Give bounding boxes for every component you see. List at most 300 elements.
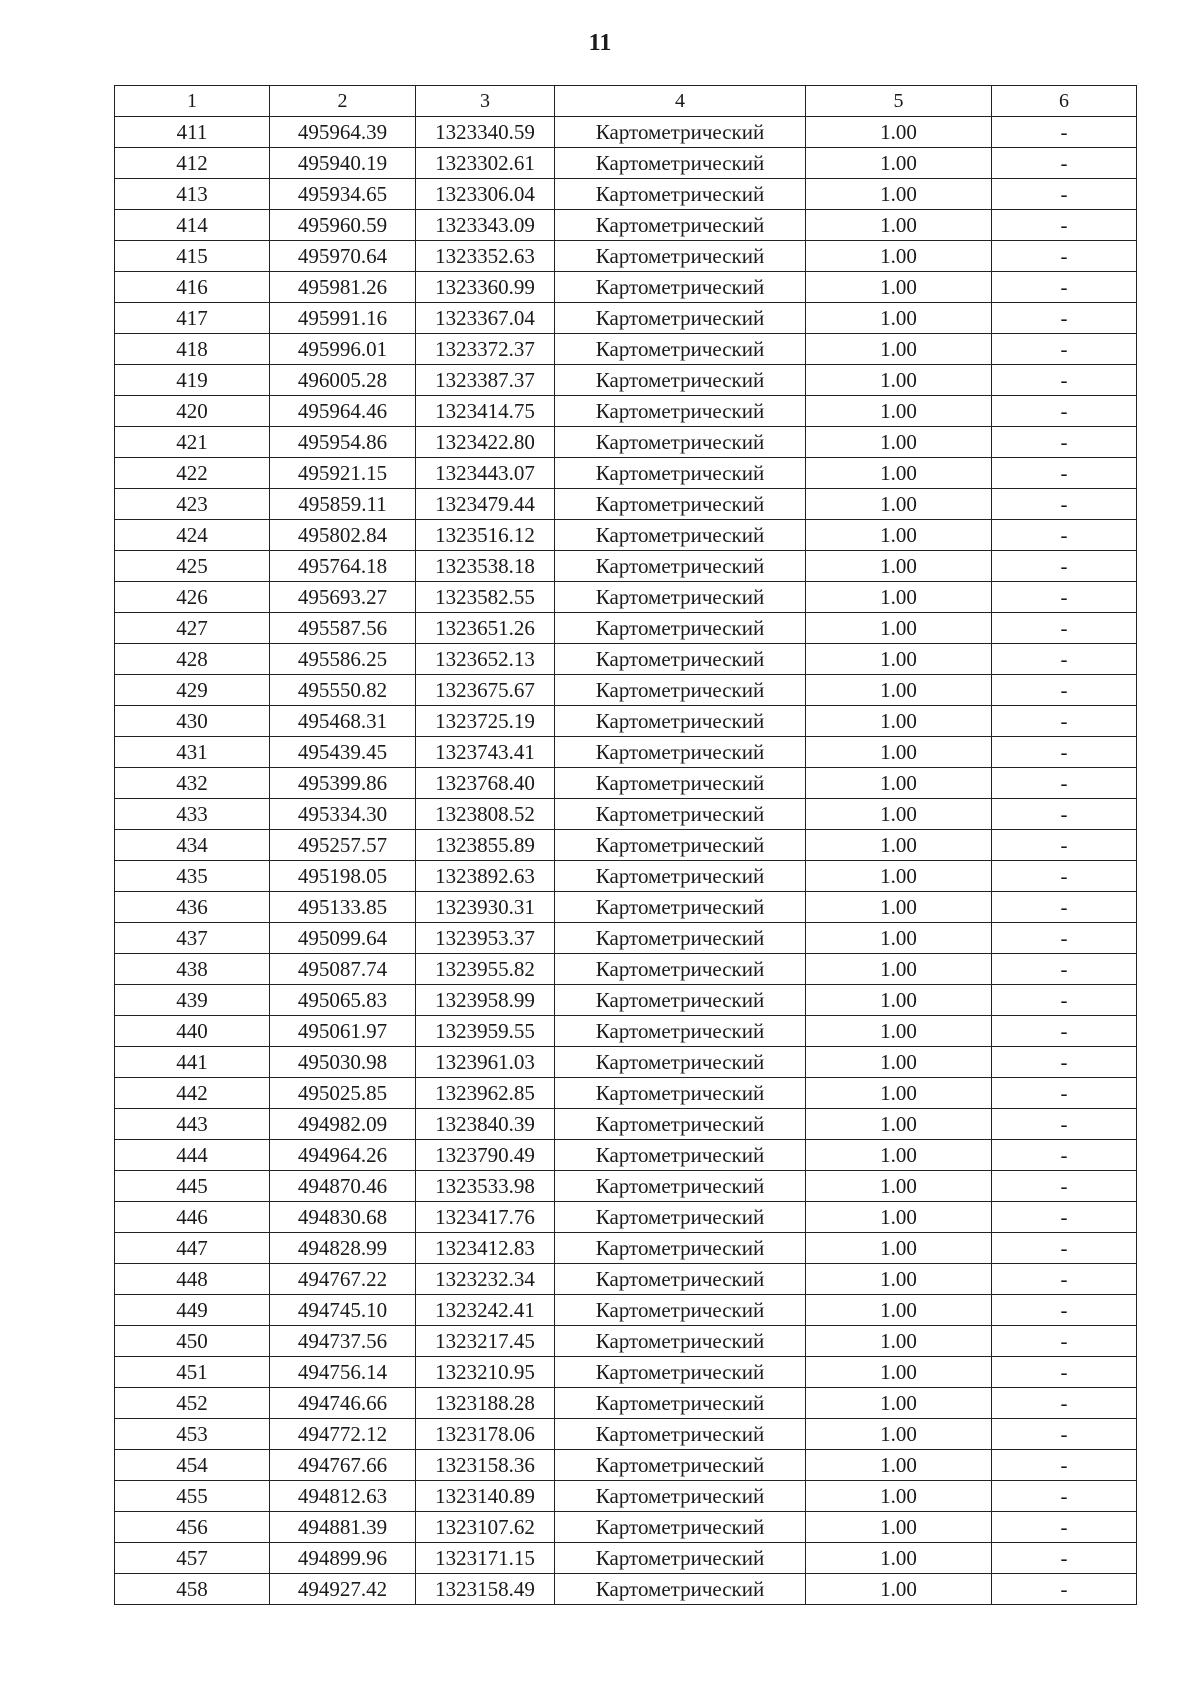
- y-coordinate-cell: 1323840.39: [416, 1109, 555, 1140]
- method-cell: Картометрический: [555, 675, 806, 706]
- point-number-cell: 425: [115, 551, 270, 582]
- table-row: [115, 365, 1137, 396]
- method-cell: Картометрический: [555, 737, 806, 768]
- note-cell: -: [992, 551, 1137, 582]
- table-body: [115, 117, 1137, 1605]
- note-cell: -: [992, 923, 1137, 954]
- table-row: [115, 551, 1137, 582]
- point-number-cell: 423: [115, 489, 270, 520]
- y-coordinate-cell: 1323158.36: [416, 1450, 555, 1481]
- method-cell: Картометрический: [555, 954, 806, 985]
- point-number-cell: 438: [115, 954, 270, 985]
- method-cell: Картометрический: [555, 272, 806, 303]
- y-coordinate-cell: 1323959.55: [416, 1016, 555, 1047]
- note-cell: -: [992, 613, 1137, 644]
- coordinates-table: [114, 85, 1137, 1605]
- accuracy-cell: 1.00: [806, 148, 992, 179]
- x-coordinate-cell: 495468.31: [270, 706, 416, 737]
- y-coordinate-cell: 1323582.55: [416, 582, 555, 613]
- point-number-cell: 414: [115, 210, 270, 241]
- accuracy-cell: 1.00: [806, 303, 992, 334]
- note-cell: -: [992, 1264, 1137, 1295]
- method-cell: Картометрический: [555, 1295, 806, 1326]
- y-coordinate-cell: 1323479.44: [416, 489, 555, 520]
- point-number-cell: 454: [115, 1450, 270, 1481]
- x-coordinate-cell: 495964.39: [270, 117, 416, 148]
- accuracy-cell: 1.00: [806, 799, 992, 830]
- x-coordinate-cell: 494964.26: [270, 1140, 416, 1171]
- point-number-cell: 424: [115, 520, 270, 551]
- method-cell: Картометрический: [555, 489, 806, 520]
- point-number-cell: 428: [115, 644, 270, 675]
- method-cell: Картометрический: [555, 1326, 806, 1357]
- table-row: [115, 427, 1137, 458]
- method-cell: Картометрический: [555, 582, 806, 613]
- page-number: 11: [588, 30, 612, 56]
- column-header: 2: [270, 86, 416, 117]
- note-cell: -: [992, 1512, 1137, 1543]
- x-coordinate-cell: 495802.84: [270, 520, 416, 551]
- method-cell: Картометрический: [555, 1481, 806, 1512]
- note-cell: -: [992, 1109, 1137, 1140]
- table-row: [115, 861, 1137, 892]
- note-cell: -: [992, 489, 1137, 520]
- x-coordinate-cell: 495061.97: [270, 1016, 416, 1047]
- note-cell: -: [992, 396, 1137, 427]
- point-number-cell: 443: [115, 1109, 270, 1140]
- x-coordinate-cell: 494737.56: [270, 1326, 416, 1357]
- point-number-cell: 416: [115, 272, 270, 303]
- y-coordinate-cell: 1323414.75: [416, 396, 555, 427]
- table-row: [115, 241, 1137, 272]
- note-cell: -: [992, 1419, 1137, 1450]
- accuracy-cell: 1.00: [806, 396, 992, 427]
- method-cell: Картометрический: [555, 210, 806, 241]
- method-cell: Картометрический: [555, 1357, 806, 1388]
- method-cell: Картометрический: [555, 861, 806, 892]
- accuracy-cell: 1.00: [806, 830, 992, 861]
- method-cell: Картометрический: [555, 551, 806, 582]
- note-cell: -: [992, 148, 1137, 179]
- note-cell: -: [992, 768, 1137, 799]
- x-coordinate-cell: 495970.64: [270, 241, 416, 272]
- table-row: [115, 985, 1137, 1016]
- note-cell: -: [992, 1543, 1137, 1574]
- x-coordinate-cell: 495921.15: [270, 458, 416, 489]
- table-row: [115, 799, 1137, 830]
- y-coordinate-cell: 1323158.49: [416, 1574, 555, 1605]
- accuracy-cell: 1.00: [806, 1109, 992, 1140]
- x-coordinate-cell: 495334.30: [270, 799, 416, 830]
- note-cell: -: [992, 1047, 1137, 1078]
- point-number-cell: 457: [115, 1543, 270, 1574]
- accuracy-cell: 1.00: [806, 458, 992, 489]
- table-row: [115, 768, 1137, 799]
- y-coordinate-cell: 1323140.89: [416, 1481, 555, 1512]
- x-coordinate-cell: 495198.05: [270, 861, 416, 892]
- note-cell: -: [992, 1202, 1137, 1233]
- column-header: 6: [992, 86, 1137, 117]
- table-row: [115, 1326, 1137, 1357]
- accuracy-cell: 1.00: [806, 985, 992, 1016]
- method-cell: Картометрический: [555, 365, 806, 396]
- y-coordinate-cell: 1323306.04: [416, 179, 555, 210]
- y-coordinate-cell: 1323242.41: [416, 1295, 555, 1326]
- method-cell: Картометрический: [555, 117, 806, 148]
- method-cell: Картометрический: [555, 396, 806, 427]
- accuracy-cell: 1.00: [806, 1016, 992, 1047]
- accuracy-cell: 1.00: [806, 520, 992, 551]
- y-coordinate-cell: 1323953.37: [416, 923, 555, 954]
- x-coordinate-cell: 496005.28: [270, 365, 416, 396]
- x-coordinate-cell: 495981.26: [270, 272, 416, 303]
- x-coordinate-cell: 494881.39: [270, 1512, 416, 1543]
- point-number-cell: 456: [115, 1512, 270, 1543]
- accuracy-cell: 1.00: [806, 954, 992, 985]
- table-header-row: [115, 86, 1137, 117]
- accuracy-cell: 1.00: [806, 768, 992, 799]
- note-cell: -: [992, 1388, 1137, 1419]
- column-header: 5: [806, 86, 992, 117]
- note-cell: -: [992, 241, 1137, 272]
- accuracy-cell: 1.00: [806, 923, 992, 954]
- y-coordinate-cell: 1323930.31: [416, 892, 555, 923]
- y-coordinate-cell: 1323178.06: [416, 1419, 555, 1450]
- x-coordinate-cell: 495099.64: [270, 923, 416, 954]
- method-cell: Картометрический: [555, 303, 806, 334]
- table-row: [115, 954, 1137, 985]
- note-cell: -: [992, 427, 1137, 458]
- y-coordinate-cell: 1323340.59: [416, 117, 555, 148]
- table-row: [115, 675, 1137, 706]
- method-cell: Картометрический: [555, 427, 806, 458]
- method-cell: Картометрический: [555, 923, 806, 954]
- x-coordinate-cell: 495065.83: [270, 985, 416, 1016]
- x-coordinate-cell: 494756.14: [270, 1357, 416, 1388]
- x-coordinate-cell: 494828.99: [270, 1233, 416, 1264]
- method-cell: Картометрический: [555, 1419, 806, 1450]
- point-number-cell: 434: [115, 830, 270, 861]
- method-cell: Картометрический: [555, 768, 806, 799]
- point-number-cell: 442: [115, 1078, 270, 1109]
- note-cell: -: [992, 1326, 1137, 1357]
- accuracy-cell: 1.00: [806, 1171, 992, 1202]
- point-number-cell: 451: [115, 1357, 270, 1388]
- accuracy-cell: 1.00: [806, 1233, 992, 1264]
- table-row: [115, 396, 1137, 427]
- x-coordinate-cell: 495030.98: [270, 1047, 416, 1078]
- method-cell: Картометрический: [555, 985, 806, 1016]
- point-number-cell: 412: [115, 148, 270, 179]
- x-coordinate-cell: 495940.19: [270, 148, 416, 179]
- table-row: [115, 706, 1137, 737]
- table-row: [115, 272, 1137, 303]
- y-coordinate-cell: 1323188.28: [416, 1388, 555, 1419]
- point-number-cell: 419: [115, 365, 270, 396]
- table-row: [115, 1388, 1137, 1419]
- x-coordinate-cell: 495550.82: [270, 675, 416, 706]
- accuracy-cell: 1.00: [806, 1264, 992, 1295]
- table-row: [115, 179, 1137, 210]
- method-cell: Картометрический: [555, 334, 806, 365]
- method-cell: Картометрический: [555, 1078, 806, 1109]
- x-coordinate-cell: 495991.16: [270, 303, 416, 334]
- accuracy-cell: 1.00: [806, 613, 992, 644]
- y-coordinate-cell: 1323422.80: [416, 427, 555, 458]
- x-coordinate-cell: 494870.46: [270, 1171, 416, 1202]
- note-cell: -: [992, 458, 1137, 489]
- note-cell: -: [992, 1574, 1137, 1605]
- method-cell: Картометрический: [555, 1140, 806, 1171]
- accuracy-cell: 1.00: [806, 675, 992, 706]
- x-coordinate-cell: 494927.42: [270, 1574, 416, 1605]
- x-coordinate-cell: 495087.74: [270, 954, 416, 985]
- table-row: [115, 1233, 1137, 1264]
- note-cell: -: [992, 272, 1137, 303]
- table-row: [115, 303, 1137, 334]
- table-row: [115, 458, 1137, 489]
- method-cell: Картометрический: [555, 148, 806, 179]
- method-cell: Картометрический: [555, 1202, 806, 1233]
- x-coordinate-cell: 494772.12: [270, 1419, 416, 1450]
- y-coordinate-cell: 1323417.76: [416, 1202, 555, 1233]
- y-coordinate-cell: 1323367.04: [416, 303, 555, 334]
- method-cell: Картометрический: [555, 1264, 806, 1295]
- method-cell: Картометрический: [555, 179, 806, 210]
- x-coordinate-cell: 494746.66: [270, 1388, 416, 1419]
- note-cell: -: [992, 954, 1137, 985]
- note-cell: -: [992, 1295, 1137, 1326]
- table-row: [115, 210, 1137, 241]
- note-cell: -: [992, 117, 1137, 148]
- note-cell: -: [992, 830, 1137, 861]
- accuracy-cell: 1.00: [806, 365, 992, 396]
- point-number-cell: 447: [115, 1233, 270, 1264]
- x-coordinate-cell: 495954.86: [270, 427, 416, 458]
- accuracy-cell: 1.00: [806, 1202, 992, 1233]
- accuracy-cell: 1.00: [806, 1574, 992, 1605]
- accuracy-cell: 1.00: [806, 1481, 992, 1512]
- accuracy-cell: 1.00: [806, 706, 992, 737]
- point-number-cell: 437: [115, 923, 270, 954]
- y-coordinate-cell: 1323387.37: [416, 365, 555, 396]
- method-cell: Картометрический: [555, 1543, 806, 1574]
- x-coordinate-cell: 495996.01: [270, 334, 416, 365]
- accuracy-cell: 1.00: [806, 117, 992, 148]
- y-coordinate-cell: 1323955.82: [416, 954, 555, 985]
- x-coordinate-cell: 494982.09: [270, 1109, 416, 1140]
- point-number-cell: 440: [115, 1016, 270, 1047]
- table-row: [115, 1574, 1137, 1605]
- x-coordinate-cell: 495399.86: [270, 768, 416, 799]
- table-row: [115, 1295, 1137, 1326]
- accuracy-cell: 1.00: [806, 1140, 992, 1171]
- method-cell: Картометрический: [555, 1233, 806, 1264]
- point-number-cell: 421: [115, 427, 270, 458]
- table-row: [115, 1450, 1137, 1481]
- method-cell: Картометрический: [555, 799, 806, 830]
- note-cell: -: [992, 1357, 1137, 1388]
- y-coordinate-cell: 1323725.19: [416, 706, 555, 737]
- table-row: [115, 1140, 1137, 1171]
- y-coordinate-cell: 1323962.85: [416, 1078, 555, 1109]
- note-cell: -: [992, 365, 1137, 396]
- method-cell: Картометрический: [555, 706, 806, 737]
- x-coordinate-cell: 495964.46: [270, 396, 416, 427]
- column-header: 4: [555, 86, 806, 117]
- point-number-cell: 420: [115, 396, 270, 427]
- table-row: [115, 892, 1137, 923]
- accuracy-cell: 1.00: [806, 861, 992, 892]
- accuracy-cell: 1.00: [806, 1357, 992, 1388]
- column-header: 3: [416, 86, 555, 117]
- method-cell: Картометрический: [555, 1016, 806, 1047]
- y-coordinate-cell: 1323217.45: [416, 1326, 555, 1357]
- y-coordinate-cell: 1323107.62: [416, 1512, 555, 1543]
- note-cell: -: [992, 303, 1137, 334]
- accuracy-cell: 1.00: [806, 241, 992, 272]
- note-cell: -: [992, 179, 1137, 210]
- x-coordinate-cell: 495133.85: [270, 892, 416, 923]
- point-number-cell: 450: [115, 1326, 270, 1357]
- point-number-cell: 448: [115, 1264, 270, 1295]
- y-coordinate-cell: 1323651.26: [416, 613, 555, 644]
- table-row: [115, 1264, 1137, 1295]
- y-coordinate-cell: 1323768.40: [416, 768, 555, 799]
- table-row: [115, 737, 1137, 768]
- accuracy-cell: 1.00: [806, 892, 992, 923]
- point-number-cell: 427: [115, 613, 270, 644]
- point-number-cell: 436: [115, 892, 270, 923]
- point-number-cell: 413: [115, 179, 270, 210]
- note-cell: -: [992, 1450, 1137, 1481]
- x-coordinate-cell: 495960.59: [270, 210, 416, 241]
- x-coordinate-cell: 495257.57: [270, 830, 416, 861]
- accuracy-cell: 1.00: [806, 1295, 992, 1326]
- point-number-cell: 453: [115, 1419, 270, 1450]
- note-cell: -: [992, 892, 1137, 923]
- note-cell: -: [992, 675, 1137, 706]
- table-row: [115, 148, 1137, 179]
- point-number-cell: 446: [115, 1202, 270, 1233]
- y-coordinate-cell: 1323443.07: [416, 458, 555, 489]
- y-coordinate-cell: 1323961.03: [416, 1047, 555, 1078]
- point-number-cell: 418: [115, 334, 270, 365]
- y-coordinate-cell: 1323855.89: [416, 830, 555, 861]
- point-number-cell: 411: [115, 117, 270, 148]
- accuracy-cell: 1.00: [806, 1512, 992, 1543]
- y-coordinate-cell: 1323652.13: [416, 644, 555, 675]
- x-coordinate-cell: 494812.63: [270, 1481, 416, 1512]
- x-coordinate-cell: 495587.56: [270, 613, 416, 644]
- point-number-cell: 422: [115, 458, 270, 489]
- note-cell: -: [992, 1078, 1137, 1109]
- x-coordinate-cell: 494830.68: [270, 1202, 416, 1233]
- accuracy-cell: 1.00: [806, 179, 992, 210]
- note-cell: -: [992, 861, 1137, 892]
- y-coordinate-cell: 1323533.98: [416, 1171, 555, 1202]
- point-number-cell: 426: [115, 582, 270, 613]
- x-coordinate-cell: 495586.25: [270, 644, 416, 675]
- point-number-cell: 449: [115, 1295, 270, 1326]
- method-cell: Картометрический: [555, 1450, 806, 1481]
- note-cell: -: [992, 210, 1137, 241]
- x-coordinate-cell: 495439.45: [270, 737, 416, 768]
- method-cell: Картометрический: [555, 644, 806, 675]
- accuracy-cell: 1.00: [806, 334, 992, 365]
- x-coordinate-cell: 495934.65: [270, 179, 416, 210]
- y-coordinate-cell: 1323232.34: [416, 1264, 555, 1295]
- accuracy-cell: 1.00: [806, 210, 992, 241]
- table-row: [115, 1109, 1137, 1140]
- accuracy-cell: 1.00: [806, 272, 992, 303]
- x-coordinate-cell: 494767.22: [270, 1264, 416, 1295]
- table-row: [115, 644, 1137, 675]
- y-coordinate-cell: 1323892.63: [416, 861, 555, 892]
- y-coordinate-cell: 1323302.61: [416, 148, 555, 179]
- accuracy-cell: 1.00: [806, 1326, 992, 1357]
- table-row: [115, 613, 1137, 644]
- point-number-cell: 455: [115, 1481, 270, 1512]
- point-number-cell: 444: [115, 1140, 270, 1171]
- table-row: [115, 923, 1137, 954]
- table-row: [115, 1357, 1137, 1388]
- y-coordinate-cell: 1323372.37: [416, 334, 555, 365]
- point-number-cell: 439: [115, 985, 270, 1016]
- x-coordinate-cell: 495764.18: [270, 551, 416, 582]
- y-coordinate-cell: 1323743.41: [416, 737, 555, 768]
- method-cell: Картометрический: [555, 892, 806, 923]
- method-cell: Картометрический: [555, 241, 806, 272]
- x-coordinate-cell: 494899.96: [270, 1543, 416, 1574]
- table-row: [115, 117, 1137, 148]
- y-coordinate-cell: 1323516.12: [416, 520, 555, 551]
- table-row: [115, 489, 1137, 520]
- note-cell: -: [992, 706, 1137, 737]
- table-row: [115, 1543, 1137, 1574]
- method-cell: Картометрический: [555, 1047, 806, 1078]
- table-row: [115, 520, 1137, 551]
- x-coordinate-cell: 494767.66: [270, 1450, 416, 1481]
- method-cell: Картометрический: [555, 830, 806, 861]
- note-cell: -: [992, 520, 1137, 551]
- accuracy-cell: 1.00: [806, 1543, 992, 1574]
- x-coordinate-cell: 495859.11: [270, 489, 416, 520]
- y-coordinate-cell: 1323343.09: [416, 210, 555, 241]
- y-coordinate-cell: 1323958.99: [416, 985, 555, 1016]
- point-number-cell: 429: [115, 675, 270, 706]
- accuracy-cell: 1.00: [806, 1450, 992, 1481]
- table-row: [115, 582, 1137, 613]
- accuracy-cell: 1.00: [806, 1419, 992, 1450]
- table-row: [115, 830, 1137, 861]
- accuracy-cell: 1.00: [806, 551, 992, 582]
- y-coordinate-cell: 1323352.63: [416, 241, 555, 272]
- table-row: [115, 334, 1137, 365]
- x-coordinate-cell: 495025.85: [270, 1078, 416, 1109]
- y-coordinate-cell: 1323675.67: [416, 675, 555, 706]
- point-number-cell: 433: [115, 799, 270, 830]
- method-cell: Картометрический: [555, 1171, 806, 1202]
- y-coordinate-cell: 1323412.83: [416, 1233, 555, 1264]
- accuracy-cell: 1.00: [806, 1047, 992, 1078]
- method-cell: Картометрический: [555, 613, 806, 644]
- note-cell: -: [992, 1171, 1137, 1202]
- method-cell: Картометрический: [555, 1388, 806, 1419]
- accuracy-cell: 1.00: [806, 1388, 992, 1419]
- accuracy-cell: 1.00: [806, 582, 992, 613]
- accuracy-cell: 1.00: [806, 489, 992, 520]
